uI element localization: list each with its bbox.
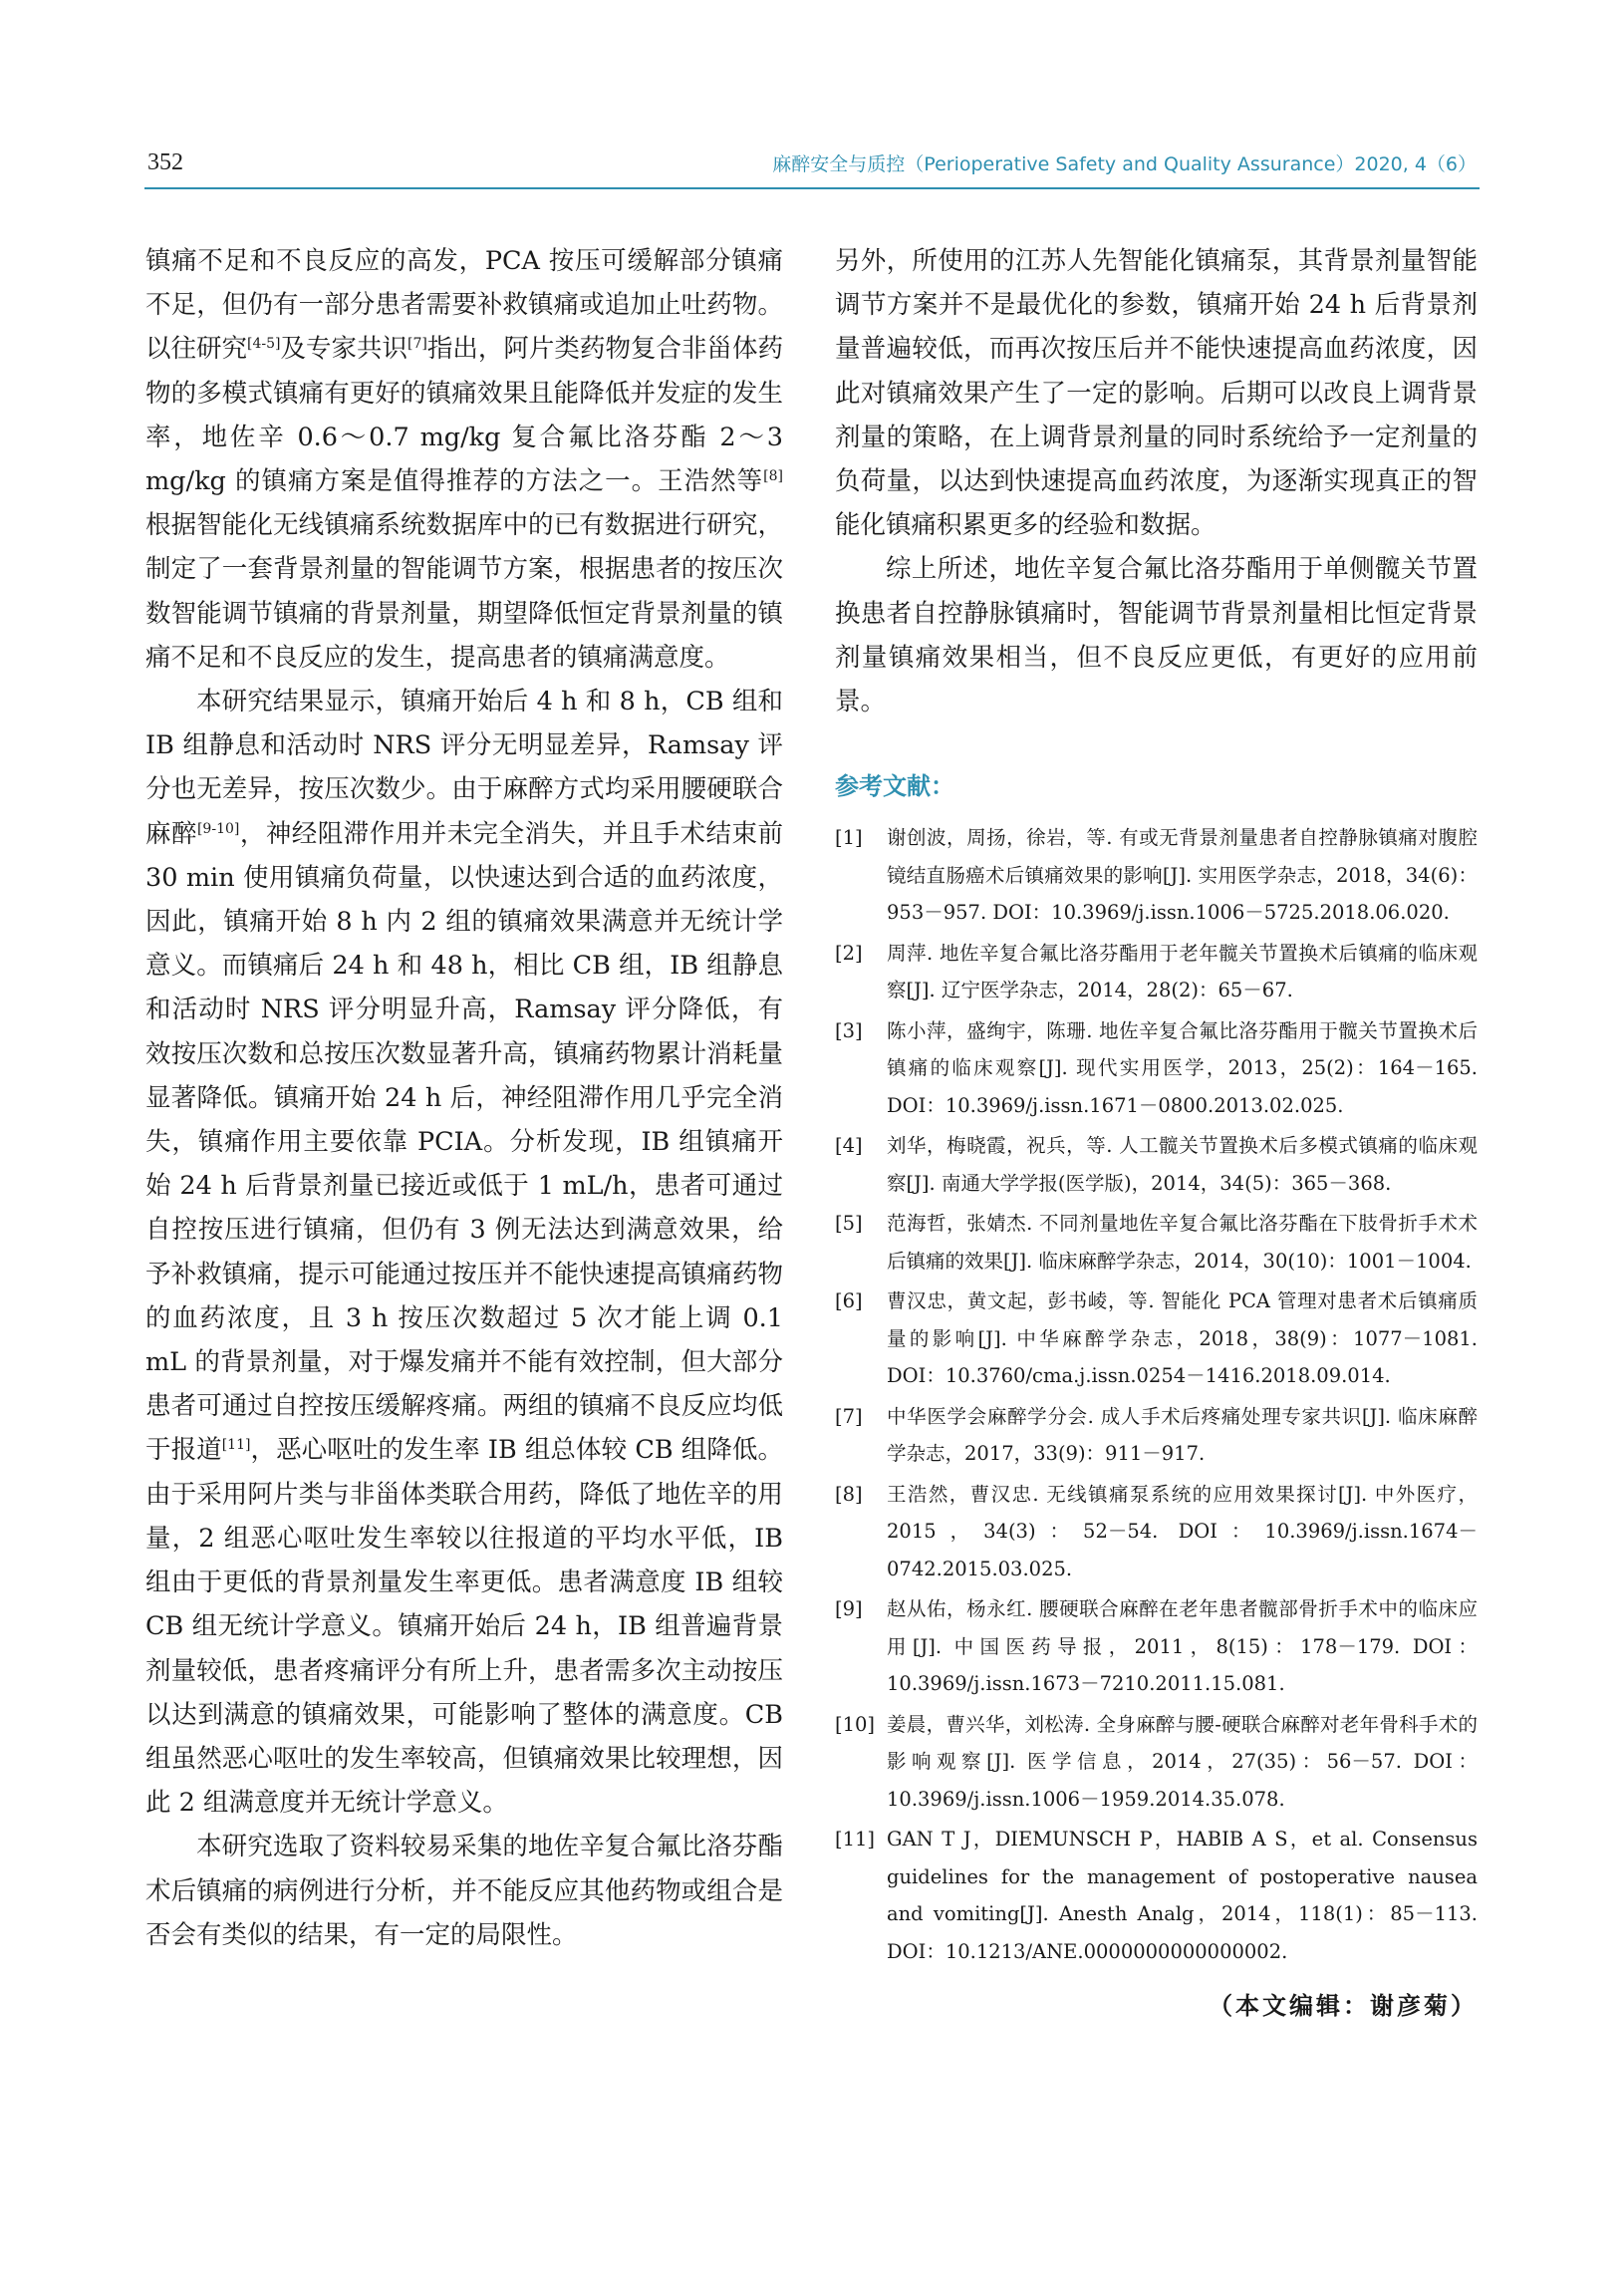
paragraph-text: ，恶心呕吐的发生率 IB 组总体较 CB 组降低。由于采用阿片类与非甾体类联合用药，降低了地佐辛的用量，2 组恶心呕吐发生率较以往报道的平均水平低，IB 组由于更低的背景剂量发生率更低。患者满意度 IB 组较 CB 组无统计学意义。镇痛开始后 24 h，IB 组普遍背景剂量较低，患者疼痛评分有所上升，患者需多次主动按压以达到满意的镇痛效果，可能影响了整体的满意度。CB 组虽然恶心呕吐的发生率较高，但镇痛效果比较理想，因此 2 组满意度并无统计学意义。 (145, 1435, 783, 1819)
reference-number: [5] (835, 1212, 863, 1236)
reference-number: [3] (835, 1018, 863, 1042)
reference-text: 曹汉忠，黄文起，彭书崚，等. 智能化 PCA 管理对患者术后镇痛质量的影响[J]. 中华麻醉学杂志，2018，38(9)：1077－1081. DOI：10.3760/cma.j.issn.0254－1416.2018.09.014. (887, 1289, 1478, 1388)
reference-text: 中华医学会麻醉学分会. 成人手术后疼痛处理专家共识[J]. 临床麻醉学杂志，2017，33(9)：911－917. (887, 1404, 1478, 1466)
reference-item (835, 1706, 1478, 1819)
reference-text: 周萍. 地佐辛复合氟比洛芬酯用于老年髋关节置换术后镇痛的临床观察[J]. 辽宁医学杂志，2014，28(2)：65－67. (887, 941, 1478, 1002)
reference-number: [2] (835, 941, 863, 965)
paragraph-text: ，神经阻滞作用并未完全消失，并且手术结束前 30 min 使用镇痛负荷量，以快速达到合适的血药浓度，因此，镇痛开始 8 h 内 2 组的镇痛效果满意并无统计学意义。而镇痛后 24 h 和 48 h，相比 CB 组，IB 组静息和活动时 NRS 评分明显升高，Ramsay 评分降低，有效按压次数和总按压次数显著升高，镇痛药物累计消耗量显著降低。镇痛开始 24 h 后，神经阻滞作用几乎完全消失，镇痛作用主要依靠 PCIA。分析发现，IB 组镇痛开始 24 h 后背景剂量已接近或低于 1 mL/h，患者可通过自控按压进行镇痛，但仍有 3 例无法达到满意效果，给予补救镇痛，提示可能通过按压并不能快速提高镇痛药物的血药浓度，且 3 h 按压次数超过 5 次才能上调 0.1 mL 的背景剂量，对于爆发痛并不能有效控制，但大部分患者可通过自控按压缓解疼痛。两组的镇痛不良反应均低于报道 (145, 818, 783, 1466)
reference-item (835, 1590, 1478, 1703)
paragraph-text: 根据智能化无线镇痛系统数据库中的已有数据进行研究，制定了一套背景剂量的智能调节方案，根据患者的按压次数智能调节镇痛的背景剂量，期望降低恒定背景剂量的镇痛不足和不良反应的发生，提高患者的镇痛满意度。 (145, 510, 783, 673)
citation: [4-5] (247, 336, 281, 353)
reference-item (835, 1821, 1478, 1970)
paragraph-text: 及专家共识 (280, 334, 408, 365)
body-paragraph (145, 680, 783, 1825)
reference-number: [4] (835, 1134, 863, 1158)
reference-item (835, 1127, 1478, 1202)
reference-item (835, 1398, 1478, 1473)
reference-number: [11] (835, 1828, 876, 1852)
reference-text: 陈小萍，盛绚宇，陈珊. 地佐辛复合氟比洛芬酯用于髋关节置换术后镇痛的临床观察[J]. 现代实用医学，2013，25(2)：164－165. DOI：10.3969/j.issn.1671－0800.2013.02.025. (887, 1018, 1478, 1117)
reference-number: [10] (835, 1712, 876, 1736)
citation: [7] (407, 336, 427, 353)
reference-item (835, 1205, 1478, 1280)
editor-note: （本文编辑：谢彦菊） (1209, 1991, 1478, 2021)
reference-text: 刘华，梅晓霞，祝兵，等. 人工髋关节置换术后多模式镇痛的临床观察[J]. 南通大学学报(医学版)，2014，34(5)：365－368. (887, 1134, 1478, 1195)
reference-item (835, 819, 1478, 932)
body-paragraph: 综上所述，地佐辛复合氟比洛芬酯用于单侧髋关节置换患者自控静脉镇痛时，智能调节背景剂量相比恒定背景剂量镇痛效果相当，但不良反应更低，有更好的应用前景。 (835, 554, 1478, 717)
reference-item (835, 1476, 1478, 1588)
reference-number: [8] (835, 1482, 863, 1506)
reference-text: 王浩然，曹汉忠. 无线镇痛泵系统的应用效果探讨[J]. 中外医疗，2015，34(3)：52－54. DOI：10.3969/j.issn.1674－0742.2015.03.025. (887, 1482, 1478, 1580)
reference-list (835, 819, 1478, 1970)
citation: [9-10] (196, 820, 240, 837)
reference-item (835, 935, 1478, 1009)
reference-text: 赵从佑，杨永红. 腰硬联合麻醉在老年患者髋部骨折手术中的临床应用[J]. 中国医药导报，2011，8(15)：178－179. DOI：10.3969/j.issn.1673－7210.2011.15.081. (887, 1597, 1478, 1696)
body-paragraph (145, 239, 783, 680)
left-column (145, 239, 783, 1957)
reference-number: [1] (835, 826, 863, 850)
body-paragraph: 本研究选取了资料较易采集的地佐辛复合氟比洛芬酯术后镇痛的病例进行分析，并不能反应其他药物或组合是否会有类似的结果，有一定的局限性。 (145, 1832, 783, 1950)
reference-text: 姜晨，曹兴华，刘松涛. 全身麻醉与腰-硬联合麻醉对老年骨科手术的影响观察[J]. 医学信息，2014，27(35)：56－57. DOI：10.3969/j.issn.1006－1959.2014.35.078. (887, 1712, 1478, 1811)
paragraph-text: 指出，阿片类药物复合非甾体药物的多模式镇痛有更好的镇痛效果且能降低并发症的发生率，地佐辛 0.6～0.7 mg/kg 复合氟比洛芬酯 2～3 mg/kg 的镇痛方案是值得推荐的方法之一。王浩然等 (145, 334, 783, 497)
reference-text: 范海哲，张婧杰. 不同剂量地佐辛复合氟比洛芬酯在下肢骨折手术术后镇痛的效果[J]. 临床麻醉学杂志，2014，30(10)：1001－1004. (887, 1212, 1478, 1273)
reference-item (835, 1012, 1478, 1125)
reference-text: GAN T J，DIEMUNSCH P，HABIB A S，et al. Consensus guidelines for the management of postoperative nausea and vomiting[J]. Anesth Analg，2014，118(1)：85－113. DOI：10.1213/ANE.0000000000000002. (887, 1828, 1478, 1963)
citation: [8] (763, 468, 783, 485)
paragraph-text: 镇痛不足和不良反应的高发，PCA 按压可缓解部分镇痛不足，但仍有一部分患者需要补救镇痛或追加止吐药物。以往研究 (145, 246, 783, 365)
reference-item (835, 1282, 1478, 1395)
paragraph-text: 本研究结果显示，镇痛开始后 4 h 和 8 h，CB 组和 IB 组静息和活动时 NRS 评分无明显差异，Ramsay 评分也无差异，按压次数少。由于麻醉方式均采用腰硬联合麻醉 (145, 687, 783, 849)
header-divider (144, 187, 1480, 189)
reference-text: 谢创波，周扬，徐岩，等. 有或无背景剂量患者自控静脉镇痛对腹腔镜结直肠癌术后镇痛效果的影响[J]. 实用医学杂志，2018，34(6)：953－957. DOI：10.3969/j.issn.1006－5725.2018.06.020. (887, 826, 1478, 925)
reference-number: [7] (835, 1404, 863, 1428)
right-column (835, 239, 1478, 2028)
reference-number: [6] (835, 1289, 863, 1313)
journal-header: 麻醉安全与质控（Perioperative Safety and Quality Assurance）2020, 4（6） (772, 153, 1477, 175)
body-paragraph: 另外，所使用的江苏人先智能化镇痛泵，其背景剂量智能调节方案并不是最优化的参数，镇痛开始 24 h 后背景剂量普遍较低，而再次按压后并不能快速提高血药浓度，因此对镇痛效果产生了一定的影响。后期可以改良上调背景剂量的策略，在上调背景剂量的同时系统给予一定剂量的负荷量，以达到快速提高血药浓度，为逐渐实现真正的智能化镇痛积累更多的经验和数据。 (835, 246, 1478, 541)
references-heading: 参考文献： (835, 772, 954, 801)
citation: [11] (221, 1437, 251, 1454)
reference-number: [9] (835, 1597, 863, 1621)
page-number: 352 (147, 149, 183, 175)
